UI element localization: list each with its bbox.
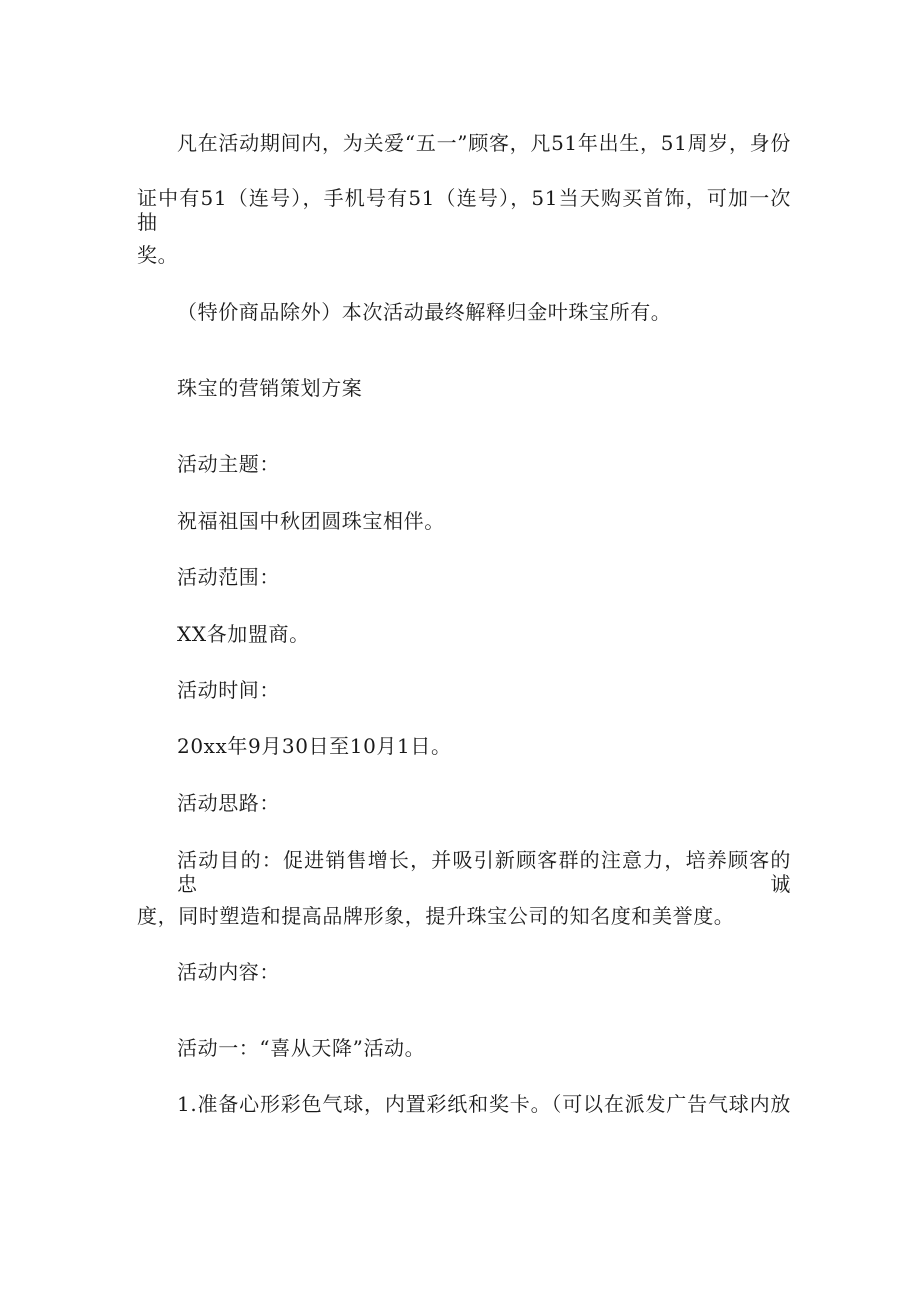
field-label: 活动思路：	[177, 791, 280, 815]
field-label: 活动时间：	[177, 678, 280, 702]
field-label: 活动范围：	[177, 565, 280, 589]
paragraph-line: 凡在活动期间内，为关爱“五一”顾客，凡51年出生，51周岁，身份	[177, 131, 791, 155]
paragraph-line: 奖。	[137, 243, 179, 267]
section-heading: 珠宝的营销策划方案	[177, 376, 363, 400]
field-value: 祝福祖国中秋团圆珠宝相伴。	[177, 509, 445, 533]
paragraph-line: 1.准备心形彩色气球，内置彩纸和奖卡。（可以在派发广告气球内放	[177, 1092, 791, 1116]
paragraph-line: （特价商品除外）本次活动最终解释归金叶珠宝所有。	[177, 300, 672, 324]
paragraph-line: 活动目的：促进销售增长，并吸引新顾客群的注意力，培养顾客的忠诚	[177, 848, 791, 896]
field-label: 活动主题：	[177, 452, 280, 476]
field-value: XX各加盟商。	[177, 622, 310, 646]
paragraph-line: 证中有51（连号），手机号有51（连号），51当天购买首饰，可加一次抽	[137, 186, 791, 234]
field-value: 20xx年9月30日至10月1日。	[177, 734, 452, 758]
field-label: 活动内容：	[177, 960, 280, 984]
paragraph-line: 度，同时塑造和提高品牌形象，提升珠宝公司的知名度和美誉度。	[137, 904, 735, 928]
subsection-heading: 活动一：“喜从天降”活动。	[177, 1036, 426, 1060]
